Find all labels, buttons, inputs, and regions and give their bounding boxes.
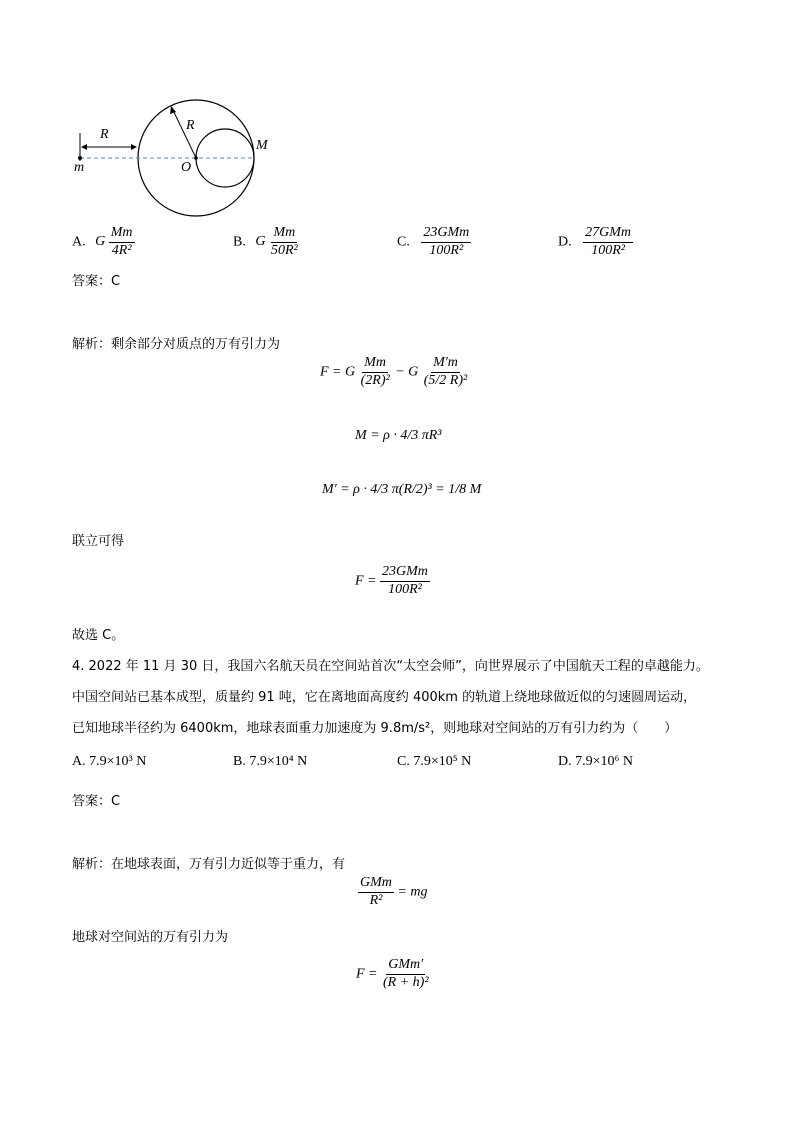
center-dot [194, 156, 198, 160]
label-R-inner: R [186, 118, 195, 133]
q3-option-a: A. G $\frac{Mm}{\text{4R²}}$ [72, 225, 133, 258]
q3-analysis-intro: 解析：剩余部分对质点的万有引力为 [72, 337, 281, 352]
q4-equation-1: $\frac{\text{GMm}}{\text{R²}}$ = mg [360, 875, 428, 908]
q4-analysis-intro: 解析：在地球表面，万有引力近似等于重力，有 [72, 857, 346, 872]
label-R-left: R [100, 127, 109, 142]
label-m: m [74, 160, 85, 175]
q3-answer: 答案：C [72, 274, 121, 289]
radius-arrow-head [170, 106, 176, 114]
distance-arrow-head-left [81, 144, 87, 150]
q4-stem-line-1: 4. 2022 年 11 月 30 日，我国六名航天员在空间站首次“太空会师”，向世界展示了中国航天工程的卓越能力。 [72, 659, 709, 674]
label-M: M [256, 138, 268, 153]
q4-option-c: C. 7.9×10⁵ N [397, 754, 472, 769]
q4-option-a: A. 7.9×10³ N [72, 754, 147, 769]
q4-option-b: B. 7.9×10⁴ N [233, 754, 308, 769]
gravity-figure [68, 95, 288, 225]
q4-stem-line-2: 中国空间站已基本成型，质量约 91 吨，它在离地面高度约 400km 的轨道上绕地球做近似的匀速圆周运动， [72, 690, 697, 705]
q3-equation-1: F = G $\frac{Mm}{\text{(2R)²}}$ − G $\frac{M'm}{\text{(5/2 R)²}}$ [320, 355, 468, 388]
q4-mid-text: 地球对空间站的万有引力为 [72, 930, 229, 945]
cavity-outline [196, 129, 254, 187]
q4-answer: 答案：C [72, 794, 121, 809]
q3-equation-2: M = ρ · 4/3 πR³ [355, 428, 442, 443]
q4-stem-line-3: 已知地球半径约为 6400km，地球表面重力加速度为 9.8m/s²，则地球对空间站的万有引力约为（ ） [72, 721, 678, 736]
q3-combine-text: 联立可得 [72, 534, 125, 549]
q3-option-c: C. $\frac{\text{23GMm}}{\text{100R²}}$ [397, 225, 470, 258]
q3-conclusion: 故选 C。 [72, 628, 125, 643]
q3-equation-3: M′ = ρ · 4/3 π(R/2)³ = 1/8 M [322, 482, 482, 497]
q4-option-d: D. 7.9×10⁶ N [558, 754, 633, 769]
q3-option-b: B. G $\frac{Mm}{\text{50R²}}$ [233, 225, 298, 258]
distance-arrow-head-right [131, 144, 137, 150]
q3-equation-4: F = $\frac{\text{23GMm}}{\text{100R²}}$ [355, 564, 428, 597]
label-O: O [181, 160, 192, 175]
q3-option-d: D. $\frac{\text{27GMm}}{\text{100R²}}$ [558, 225, 632, 258]
q4-equation-2: F = $\frac{\text{GMm′}}{\text{(R + h)²}}$ [356, 957, 429, 990]
